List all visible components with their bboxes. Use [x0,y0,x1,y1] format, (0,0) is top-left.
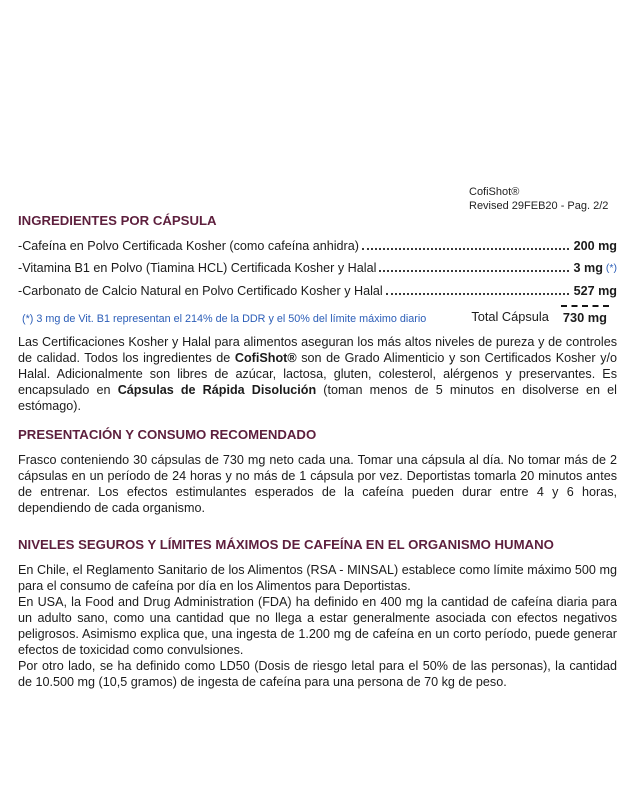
presentation-paragraph: Frasco conteniendo 30 cápsulas de 730 mg neto cada una. Tomar una cápsula al día. No tomar más de 2 cápsulas en un período de 24 horas y no más de 1 cápsula por vez. Deportistas tomarla 20 minutos antes de entrenar. Los efectos estimulantes esperados de la cafeína pueden durar entre 4 y 6 horas, dependiendo de cada organismo. [18,453,617,515]
dot-leader [362,248,569,250]
product-name: CofiShot® [469,186,520,198]
spacer [18,516,617,537]
footnote-total-row [18,305,617,326]
total-capsule [471,305,617,326]
safety-paragraph-usa: En USA, la Food and Drug Administration (FDA) ha definido en 400 mg la cantidad de cafeína diaria para un adulto sano, como una cantidad que no llega a estar generalmente asociada con efectos negativos peligrosos. Asimismo explica que, una ingesta de 1.200 mg de cafeína en un corto período, puede generar efectos de toxicidad como convulsiones. [18,595,617,657]
doc-header [18,186,617,213]
ingredient-label: -Carbonato de Calcio Natural en Polvo Certificado Kosher y Halal [18,284,383,298]
ingredient-row [18,238,617,254]
ingredient-amount: 200 mg [573,239,617,253]
ingredient-row [18,260,617,277]
ingredient-row [18,283,617,299]
certifications-paragraph [18,334,617,414]
safety-paragraph-ld50: Por otro lado, se ha definido como LD50 (Dosis de riesgo letal para el 50% de las personas), la cantidad de 10.500 mg (10,5 gramos) de ingesta de cafeína para una persona de 70 kg de peso. [18,659,617,689]
total-label: Total Cápsula [471,309,549,324]
certifications-text: son de Grado Alimenticio y son Certificados Kosher y/o Halal. Adicionalmente son libres de azúcar, lactosa, gluten, colesterol, alérgenos y preservantes. Es encapsulado en [18,351,617,397]
ingredient-amount: 3 mg [573,261,603,275]
section-title-ingredients: INGREDIENTES POR CÁPSULA [18,213,217,228]
ingredient-label: -Vitamina B1 en Polvo (Tiamina HCL) Certificada Kosher y Halal [18,261,377,275]
capsule-type-bold: Cápsulas de Rápida Disolución [117,383,317,397]
certifications-text: (toman menos de 5 minutos en disolverse en el estómago). [18,383,617,413]
certifications-text: Las Certificaciones Kosher y Halal para alimentos aseguran los más altos niveles de pureza y de controles de calidad. Todos los ingredientes de [18,335,617,365]
section-title-presentation: PRESENTACIÓN Y CONSUMO RECOMENDADO [18,427,317,442]
ingredient-amount: 527 mg [573,284,617,298]
spacer [18,414,617,427]
dot-leader [379,270,568,272]
section-title-safety: NIVELES SEGUROS Y LÍMITES MÁXIMOS DE CAFEÍNA EN EL ORGANISMO HUMANO [18,537,554,552]
total-amount: 730 mg [561,305,609,326]
brand-name-bold: CofiShot® [234,351,297,365]
ingredient-label: -Cafeína en Polvo Certificada Kosher (como cafeína anhidra) [18,239,359,253]
page-content [18,186,617,690]
footnote-text: (*) 3 mg de Vit. B1 representan el 214% de la DDR y el 50% del límite máximo diario [22,313,427,325]
footnote-marker: (*) [605,262,617,274]
safety-paragraph-chile: En Chile, el Reglamento Sanitario de los Alimentos (RSA - MINSAL) establece como límite máximo 500 mg para el consumo de cafeína por día en los Alimentos para Deportistas. [18,563,617,593]
dot-leader [386,293,569,295]
revision-info: Revised 29FEB20 - Pag. 2/2 [469,199,609,212]
